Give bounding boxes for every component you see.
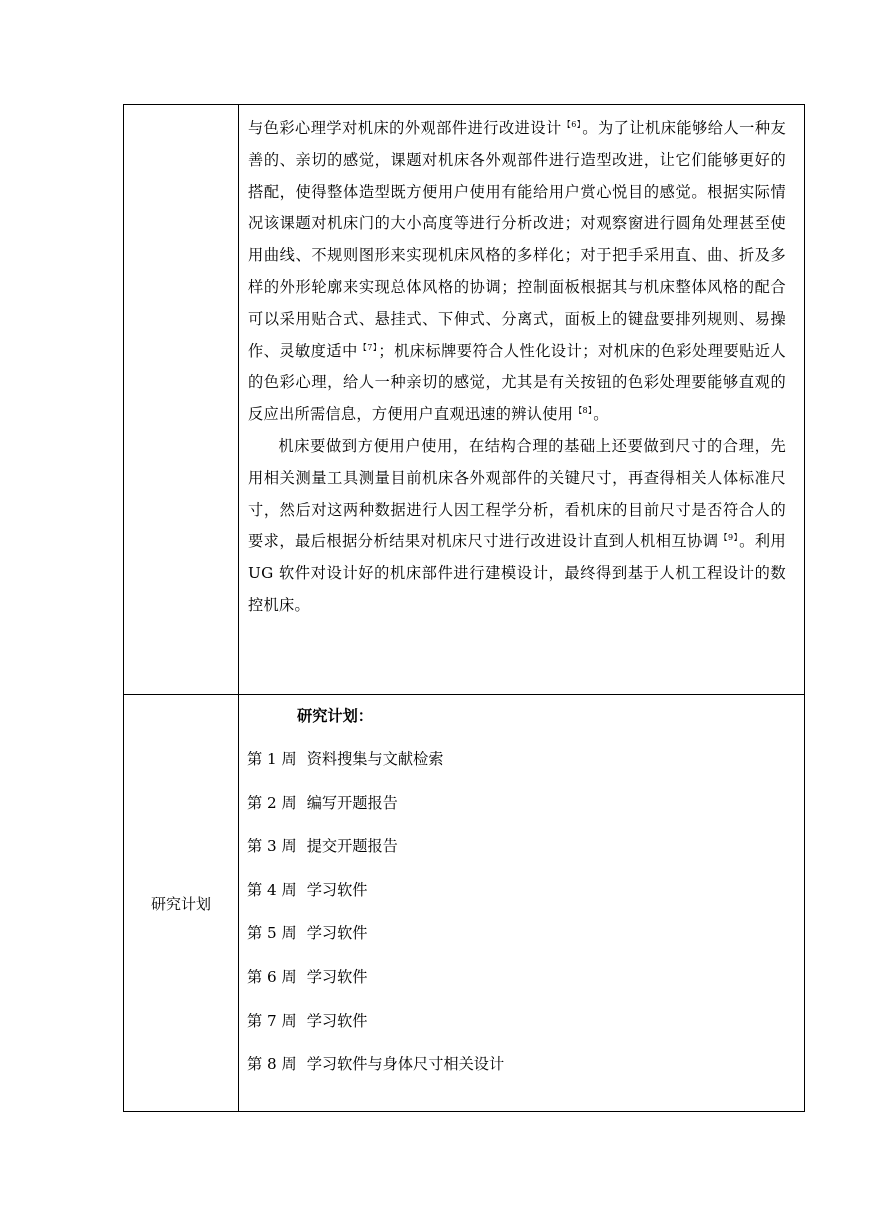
- plan-item-week-6: [247, 966, 804, 988]
- week-task: 学习软件: [306, 924, 368, 943]
- week-label: 第 8 周: [247, 1055, 297, 1074]
- content-row: [124, 105, 805, 695]
- body-text: [239, 105, 804, 622]
- plan-label-cell: [124, 695, 239, 1112]
- week-task: 提交开题报告: [306, 837, 398, 856]
- plan-title: 研究计划：: [297, 707, 373, 725]
- plan-item-week-1: [247, 748, 804, 770]
- week-task: 学习软件与身体尺寸相关设计: [306, 1055, 505, 1074]
- plan-list: [239, 695, 804, 1075]
- citation-9: 【9】: [719, 533, 739, 543]
- week-label: 第 1 周: [247, 750, 297, 768]
- para1-text-1: 与色彩心理学对机床的外观部件进行改进设计: [248, 119, 562, 137]
- para2-text-2: 。利用 UG 软件对设计好的机床部件进行建模设计，最终得到基于人机工程设计的数控机床。: [248, 532, 786, 614]
- week-task: 学习软件: [306, 1011, 368, 1030]
- para2-text-1: 机床要做到方便用户使用，在结构合理的基础上还要做到尺寸的合理，先用相关测量工具测量目前机床各外观部件的关键尺寸，再查得相关人体标准尺寸，然后对这两种数据进行人因工程学分析，看机床的目前尺寸是否符合人的要求，最后根据分析结果对机床尺寸进行改进设计直到人机相互协调: [248, 436, 786, 551]
- week-task: 资料搜集与文献检索: [306, 750, 444, 768]
- week-label: 第 5 周: [247, 924, 297, 943]
- plan-item-week-2: [247, 792, 804, 814]
- plan-row: [124, 695, 805, 1112]
- para1-text-2: 。为了让机床能够给人一种友善的、亲切的感觉，课题对机床各外观部件进行造型改进，让它们能够更好的搭配，使得整体造型既方便用户使用有能给用户赏心悦目的感觉。根据实际情况该课题对机床门的大小高度等进行分析改进；对观察窗进行圆角处理甚至使用曲线、不规则图形来实现机床风格的多样化；对于把手采用直、曲、折及多样的外形轮廓来实现总体风格的协调；控制面板根据其与机床整体风格的配合可以采用贴合式、悬挂式、下伸式、分离式，面板上的键盘要排列规则、易操作、灵敏度适中: [248, 119, 787, 360]
- week-label: 第 7 周: [247, 1011, 297, 1030]
- week-task: 学习软件: [306, 967, 368, 986]
- plan-item-week-8: [247, 1053, 804, 1075]
- para1-text-4: 。: [593, 405, 609, 424]
- paragraph-1: [248, 113, 786, 431]
- content-text-cell: [239, 105, 805, 695]
- plan-content-cell: [239, 695, 805, 1112]
- plan-row-label: 研究计划: [150, 894, 211, 913]
- week-label: 第 4 周: [247, 880, 297, 899]
- citation-8: 【8】: [574, 406, 593, 416]
- week-label: 第 2 周: [247, 793, 297, 812]
- week-label: 第 6 周: [247, 967, 297, 986]
- para1-text-3: ；机床标牌要符合人性化设计；对机床的色彩处理要贴近人的色彩心理，给人一种亲切的感觉，尤其是有关按钮的色彩处理要能够直观的反应出所需信息，方便用户直观迅速的辨认使用: [248, 341, 786, 424]
- citation-6: 【6】: [562, 119, 582, 129]
- citation-7: 【7】: [358, 342, 378, 352]
- paragraph-2: [248, 431, 786, 622]
- content-label-cell: [124, 105, 239, 695]
- week-label: 第 3 周: [247, 837, 297, 856]
- proposal-table: [123, 104, 805, 1112]
- plan-item-week-7: [247, 1010, 804, 1032]
- plan-item-week-5: [247, 922, 804, 944]
- week-task: 学习软件: [306, 880, 368, 899]
- week-task: 编写开题报告: [306, 793, 398, 812]
- plan-item-week-4: [247, 879, 804, 901]
- plan-item-week-3: [247, 835, 804, 857]
